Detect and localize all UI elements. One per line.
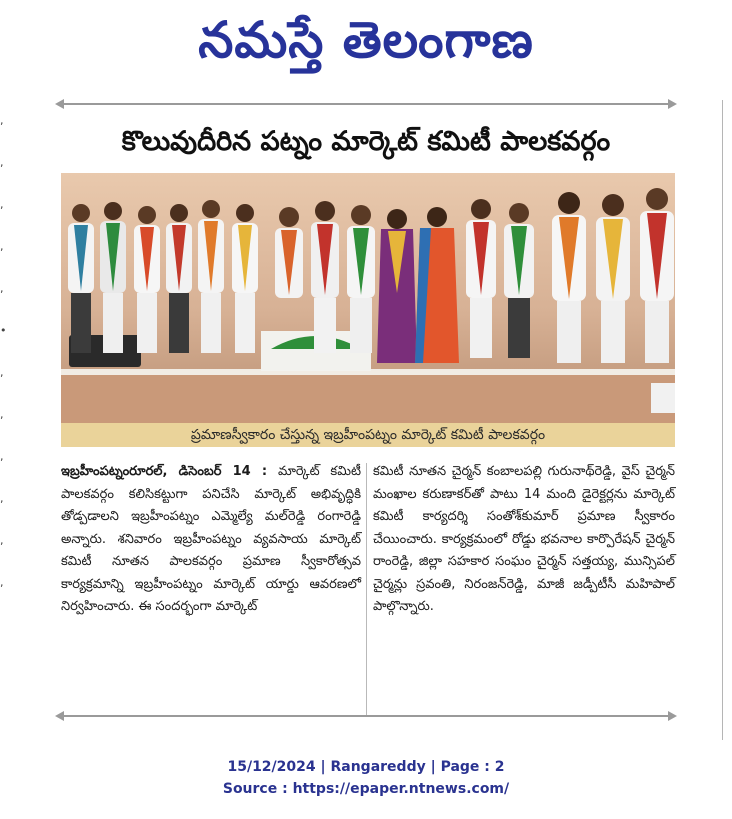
article-body-right-column <box>373 461 675 619</box>
news-clipping <box>55 99 677 739</box>
footer-source-link[interactable]: Source : https://epaper.ntnews.com/ <box>222 781 510 797</box>
article-text-right: కమిటీ నూతన చైర్మన్ కంబాలపల్లి గురునాథ్‌రెడ్డి, వైస్ చైర్మన్ మంఖాల కరుణాకర్‌తో పాటు 14 మంది డైరెక్టర్లను మార్కెట్ కమిటీ కార్యదర్శి సంతోశ్‌కుమార్ ప్రమాణ స్వీకారం చేయించారు. కార్యక్రమంలో రోడ్డు భవనాల కార్పొరేషన్ చైర్మన్ రాంరెడ్డి, జిల్లా సహకార సంఘం చైర్మన్ సత్తయ్య, మున్సిపల్ చైర్మన్లు స్రవంతి, నిరంజన్‌రెడ్డి, మాజీ జడ్పీటీసీ మహిపాల్ పాల్గొన్నారు. <box>373 464 675 614</box>
top-divider-rule <box>55 99 677 109</box>
article-text-left: మార్కెట్ కమిటీ పాలకవర్గం కలిసికట్టుగా పనిచేసి మార్కెట్ అభివృద్ధికి తోడ్పడాలని ఇబ్రహీంపట్నం ఎమ్మెల్యే మల్‌రెడ్డి రంగారెడ్డి అన్నారు. శనివారం ఇబ్రహీంపట్నం వ్యవసాయ మార్కెట్ కమిటీ నూతన పాలకవర్గం ప్రమాణ స్వీకారోత్సవ కార్యక్రమాన్ని ఇబ్రహీంపట్నం మార్కెట్ యార్డు ఆవరణలో నిర్వహించారు. ఈ సందర్భంగా మార్కెట్ <box>61 464 361 614</box>
photo-caption: ప్రమాణస్వీకారం చేస్తున్న ఇబ్రహీంపట్నం మార్కెట్ కమిటీ పాలకవర్గం <box>61 423 675 447</box>
article-photo <box>61 173 675 423</box>
masthead-title: నమస్తే తెలంగాణ <box>198 10 534 69</box>
column-divider <box>366 463 367 715</box>
adjacent-column-fragment-left: , , , , , • , , , , , , <box>0 114 7 589</box>
article-headline: కొలువుదీరిన పట్నం మార్కెట్ కమిటీ పాలకవర్గం <box>121 126 611 157</box>
article-body-left-column <box>61 461 361 619</box>
adjacent-column-fragment-right <box>722 100 732 740</box>
article-dateline: ఇబ్రహీంపట్నంరూరల్, డిసెంబర్ 14 : <box>61 464 268 479</box>
bottom-divider-rule <box>55 711 677 721</box>
footer-edition-info: 15/12/2024 | Rangareddy | Page : 2 <box>227 759 505 775</box>
